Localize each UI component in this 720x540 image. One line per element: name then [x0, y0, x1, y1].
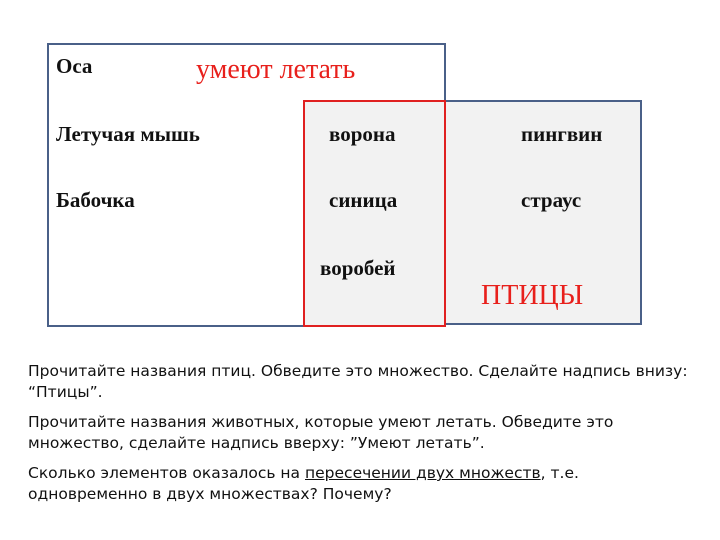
flying-item-bat: Летучая мышь — [56, 122, 200, 146]
instruction-3-end: , т.е. одновременно в двух множествах? Почему? — [28, 464, 579, 503]
flying-item-wasp: Оса — [56, 54, 93, 78]
birds-set-label: ПТИЦЫ — [481, 280, 584, 311]
instruction-3-start: Сколько элементов оказалось на — [28, 464, 305, 482]
instruction-3-underlined: пересечении двух множеств — [305, 464, 541, 482]
instruction-3 — [28, 463, 698, 505]
intersection-item-crow: ворона — [329, 122, 396, 146]
instruction-2: Прочитайте названия животных, которые умеют летать. Обведите это множество, сделайте надпись вверху: ”Умеют летать”. — [28, 413, 614, 452]
birds-item-penguin: пингвин — [521, 122, 603, 146]
instruction-1: Прочитайте названия птиц. Обведите это множество. Сделайте надпись внизу: “Птицы”. — [28, 362, 688, 401]
intersection-item-tit: синица — [329, 188, 398, 212]
instructions-block — [28, 361, 698, 514]
birds-item-ostrich: страус — [521, 188, 582, 212]
flying-set-label: умеют летать — [196, 54, 356, 85]
intersection-item-sparrow: воробей — [320, 256, 396, 280]
flying-item-butterfly: Бабочка — [56, 188, 135, 212]
